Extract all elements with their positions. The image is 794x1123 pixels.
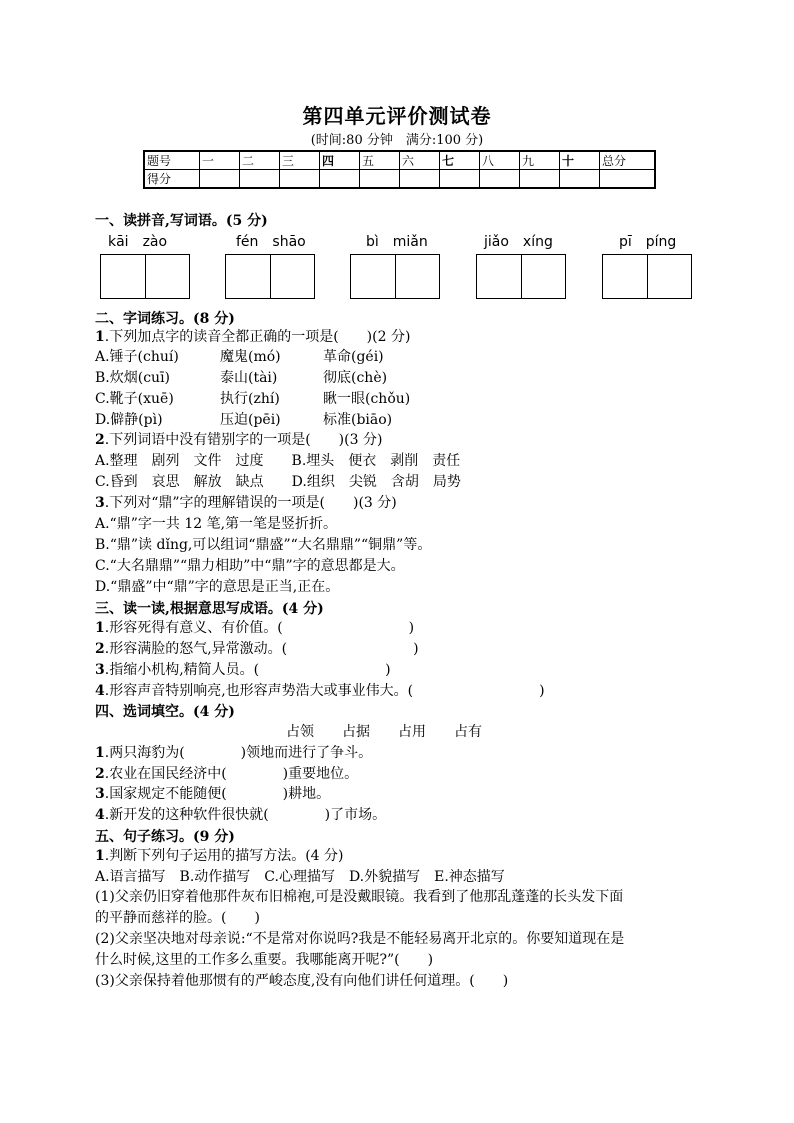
- score-cell[interactable]: [480, 170, 520, 189]
- score-table-header-label: 题号: [144, 151, 200, 170]
- score-col-10: 十: [560, 151, 600, 170]
- s2-q1-option-c: C.靴子(xuē): [95, 391, 174, 407]
- score-table-score-label: 得分: [144, 170, 200, 189]
- score-col-5: 五: [360, 151, 400, 170]
- answer-box-5[interactable]: [602, 254, 692, 299]
- score-cell[interactable]: [320, 170, 360, 189]
- score-cell[interactable]: [600, 170, 656, 189]
- pinyin-2: fén shāo: [236, 234, 306, 250]
- score-table-header-row: [144, 151, 655, 170]
- page-title: 第四单元评价测试卷: [302, 104, 492, 128]
- word-bank: 占领 占据 占用 占有: [286, 724, 482, 740]
- s5-q1-stem: 1.判断下列句子运用的描写方法。(4 分): [95, 848, 344, 864]
- q-text: .下列加点字的读音全都正确的一项是( )(2 分): [104, 329, 411, 345]
- s2-q2-row-2: C.昏到 哀思 解放 缺点 D.组织 尖锐 含胡 局势: [95, 474, 461, 490]
- page-subtitle: (时间:80 分钟 满分:100 分): [310, 133, 484, 148]
- score-cell[interactable]: [360, 170, 400, 189]
- s2-q1-option-b-2: 泰山(tài): [220, 370, 278, 386]
- pinyin-3: bì miǎn: [366, 234, 428, 250]
- score-total-label: 总分: [600, 151, 656, 170]
- s4-item-4: 4.新开发的这种软件很快就( )了市场。: [95, 807, 387, 823]
- section-3-heading: 三、读一读,根据意思写成语。(4 分): [95, 601, 324, 617]
- s5-p1-line-1: (1)父亲仍旧穿着他那件灰布旧棉袍,可是没戴眼镜。我看到了他那乱蓬蓬的长头发下面: [95, 889, 624, 905]
- score-col-7: 七: [440, 151, 480, 170]
- s5-p1-line-2: 的平静而慈祥的脸。( ): [95, 910, 260, 926]
- s2-q3-option-a: A.“鼎”字一共 12 笔,第一笔是竖折折。: [95, 516, 338, 532]
- s2-q1-option-b: B.炊烟(cuī): [95, 370, 171, 386]
- s3-item-2: 2.形容满脸的怒气,异常激动。( ): [95, 641, 419, 657]
- score-cell[interactable]: [560, 170, 600, 189]
- score-cell[interactable]: [400, 170, 440, 189]
- answer-box-2[interactable]: [225, 254, 315, 299]
- s2-q1-option-a-3: 革命(géi): [323, 349, 384, 365]
- s2-q1-option-c-3: 瞅一眼(chǒu): [323, 391, 411, 407]
- score-table: [143, 150, 656, 189]
- score-col-6: 六: [400, 151, 440, 170]
- pinyin-4: jiǎo xíng: [484, 234, 553, 250]
- s5-options: A.语言描写 B.动作描写 C.心理描写 D.外貌描写 E.神态描写: [95, 869, 505, 885]
- score-cell[interactable]: [440, 170, 480, 189]
- s2-q2-stem: 2.下列词语中没有错别字的一项是( )(3 分): [95, 432, 383, 448]
- s4-item-3: 3.国家规定不能随便( )耕地。: [95, 786, 331, 802]
- s3-item-4: 4.形容声音特别响亮,也形容声势浩大或事业伟大。( ): [95, 683, 545, 699]
- score-col-2: 二: [240, 151, 280, 170]
- section-1-heading: 一、读拼音,写词语。(5 分): [95, 213, 268, 229]
- score-col-8: 八: [480, 151, 520, 170]
- score-col-3: 三: [280, 151, 320, 170]
- section-2-heading: 二、字词练习。(8 分): [95, 311, 235, 327]
- score-col-9: 九: [520, 151, 560, 170]
- score-cell[interactable]: [200, 170, 240, 189]
- s2-q1-option-b-3: 彻底(chè): [323, 370, 388, 386]
- s5-p3: (3)父亲保持着他那惯有的严峻态度,没有向他们讲任何道理。( ): [95, 973, 509, 989]
- s2-q1-option-d-2: 压迫(pēi): [220, 412, 281, 428]
- s2-q3-option-d: D.“鼎盛”中“鼎”字的意思是正当,正在。: [95, 579, 340, 595]
- s2-q1-option-a: A.锤子(chuí): [95, 349, 179, 365]
- s2-q1-stem: [95, 327, 410, 347]
- section-5-heading: 五、句子练习。(9 分): [95, 829, 235, 845]
- s2-q2-row-1: A.整理 剧列 文件 过度 B.埋头 便衣 剥削 责任: [95, 453, 461, 469]
- score-table-score-row: [144, 170, 655, 189]
- pinyin-1: kāi zào: [108, 234, 168, 250]
- s2-q1-option-c-2: 执行(zhí): [220, 391, 280, 407]
- s4-item-2: 2.农业在国民经济中( )重要地位。: [95, 766, 359, 782]
- section-4-heading: 四、选词填空。(4 分): [95, 704, 235, 720]
- score-cell[interactable]: [240, 170, 280, 189]
- s2-q1-option-d-3: 标准(biāo): [323, 412, 393, 428]
- answer-box-1[interactable]: [100, 254, 190, 299]
- s2-q3-option-c: C.“大名鼎鼎”“鼎力相助”中“鼎”字的意思都是大。: [95, 558, 405, 574]
- s2-q3-option-b: B.“鼎”读 dǐng,可以组词“鼎盛”“大名鼎鼎”“铜鼎”等。: [95, 537, 432, 553]
- s4-item-1: 1.两只海豹为( )领地而进行了争斗。: [95, 745, 373, 761]
- q-num: 1: [95, 329, 105, 345]
- score-cell[interactable]: [280, 170, 320, 189]
- s2-q3-stem: 3.下列对“鼎”字的理解错误的一项是( )(3 分): [95, 495, 397, 511]
- s3-item-1: 1.形容死得有意义、有价值。( ): [95, 620, 415, 636]
- score-col-1: 一: [200, 151, 240, 170]
- answer-box-3[interactable]: [350, 254, 440, 299]
- s2-q1-option-d: D.僻静(pì): [95, 412, 163, 428]
- score-cell[interactable]: [520, 170, 560, 189]
- pinyin-5: pī píng: [619, 234, 677, 250]
- score-col-4: 四: [320, 151, 360, 170]
- s2-q1-option-a-2: 魔鬼(mó): [220, 349, 281, 365]
- s5-p2-line-1: (2)父亲坚决地对母亲说:“不是常对你说吗?我是不能轻易离开北京的。你要知道现在是: [95, 931, 625, 947]
- s3-item-3: 3.指缩小机构,精简人员。( ): [95, 662, 391, 678]
- s5-p2-line-2: 什么时候,这里的工作多么重要。我哪能离开呢?”( ): [95, 952, 434, 968]
- answer-box-4[interactable]: [476, 254, 566, 299]
